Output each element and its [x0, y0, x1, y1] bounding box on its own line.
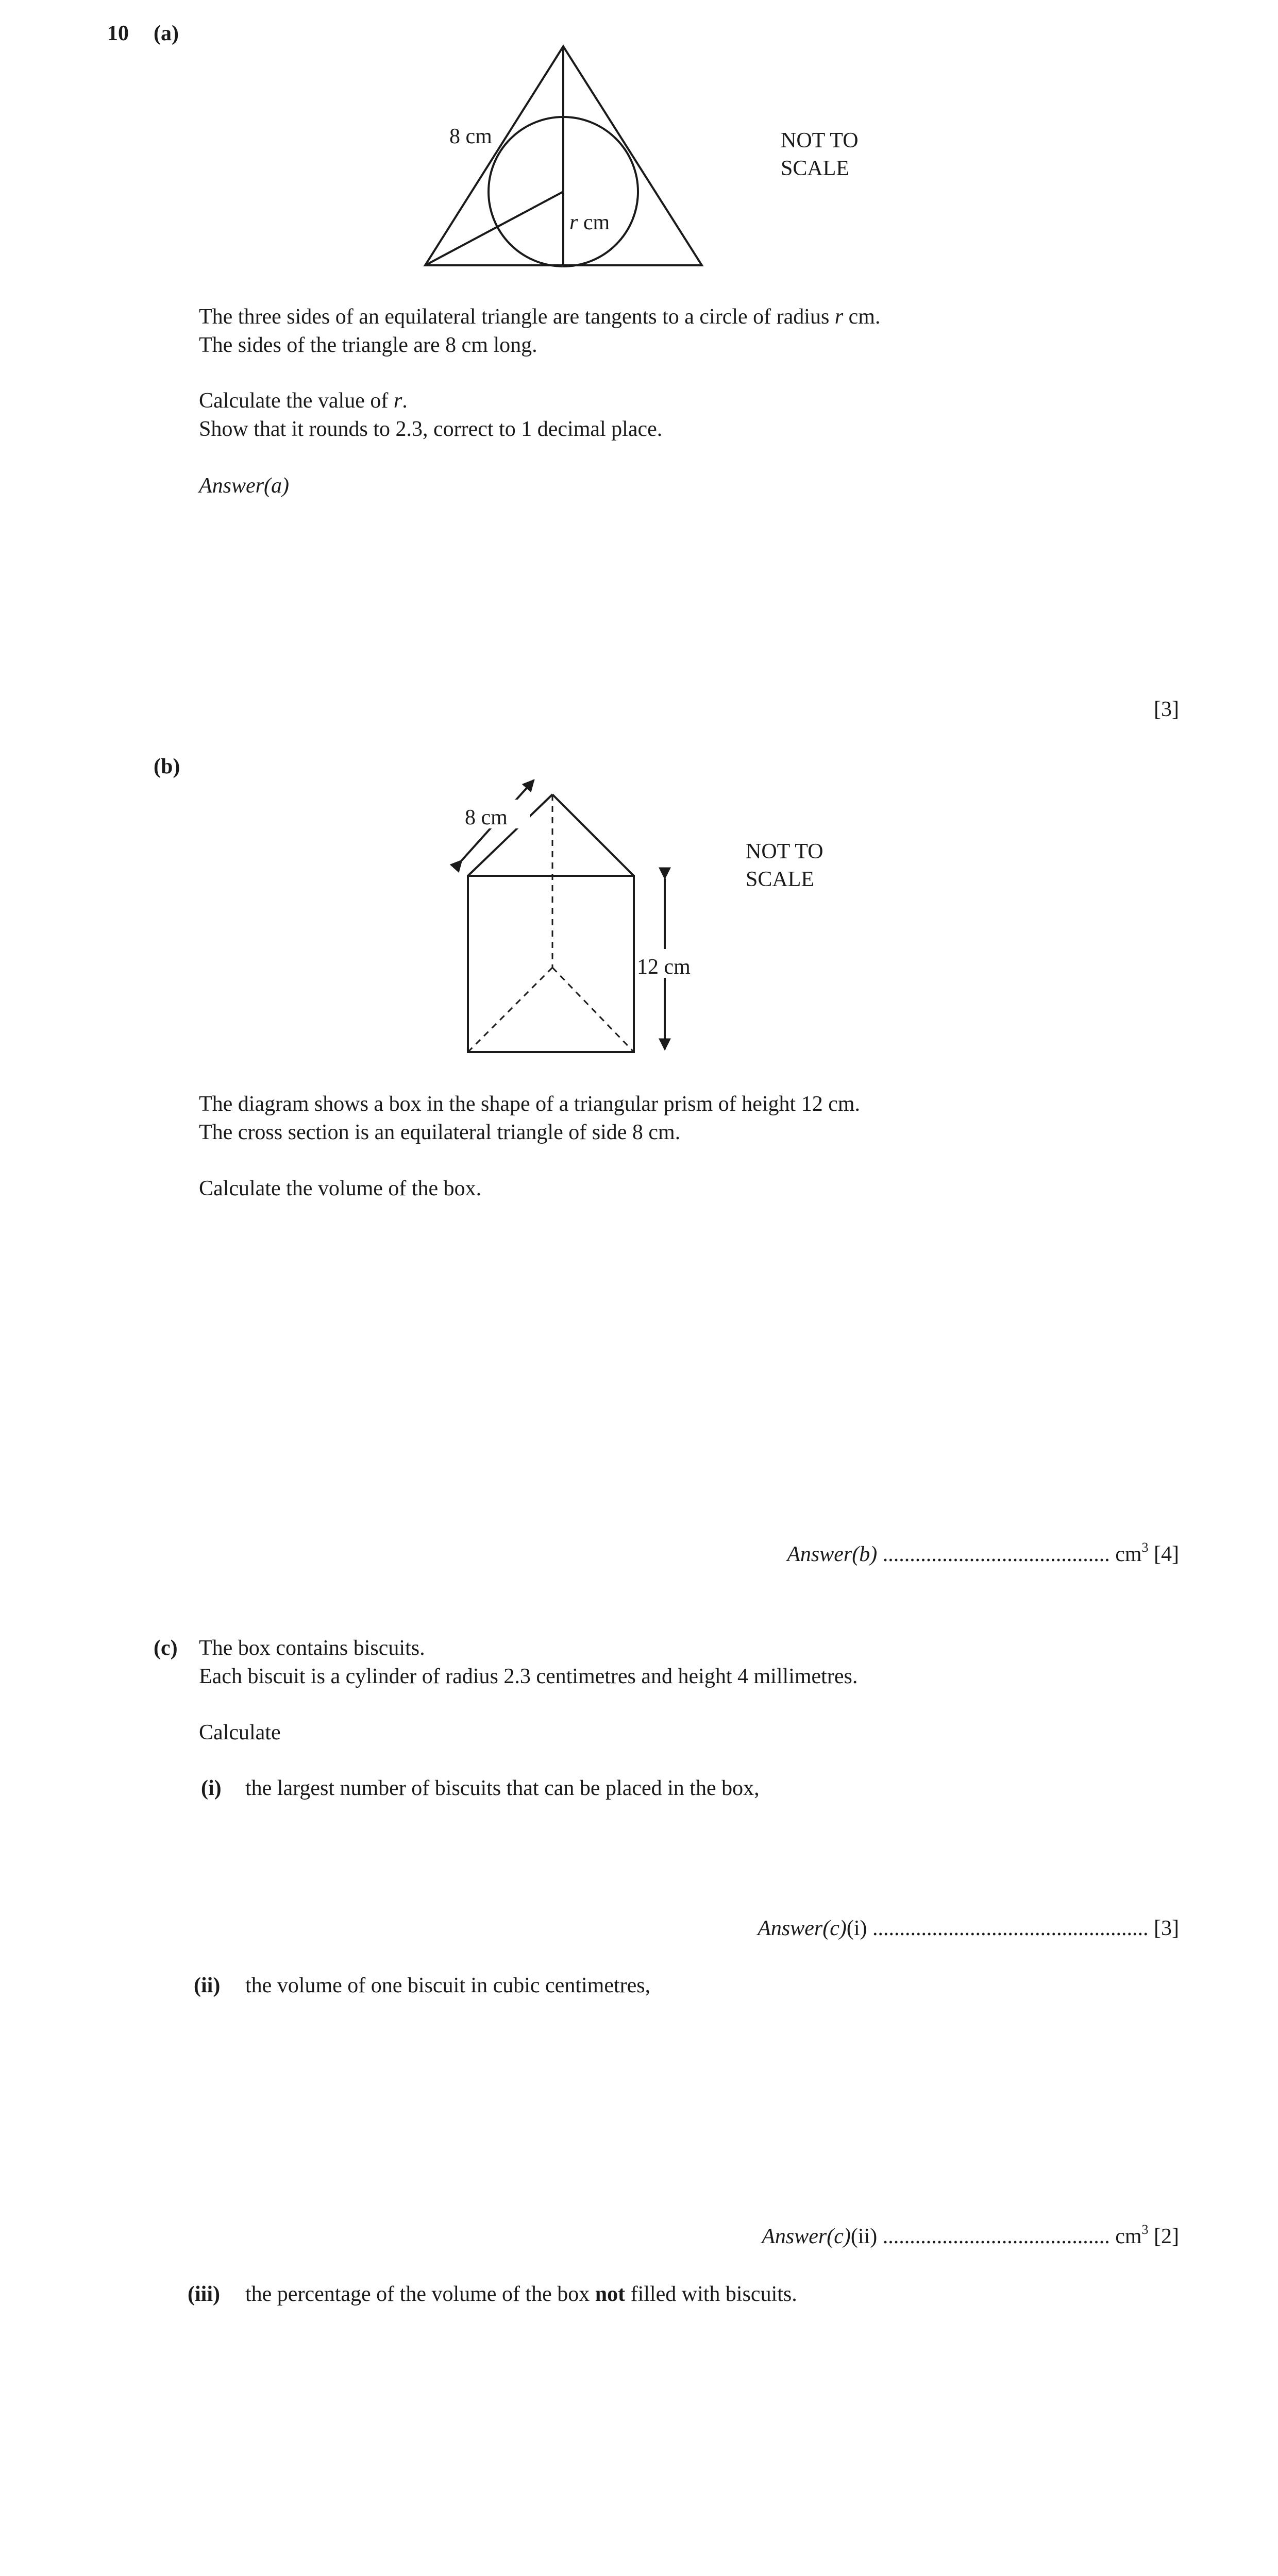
answer-b-dots: ..........................................: [882, 1543, 1110, 1566]
part-c-text-2: Each biscuit is a cylinder of radius 2.3 centimetres and height 4 millimetres.: [199, 1665, 858, 1688]
part-c-text-1: The box contains biscuits.: [199, 1636, 425, 1660]
part-b-answer-line: Answer(b) .......................................... $cm^3$ [4]: [787, 1540, 1179, 1566]
part-c-iii-label: (iii): [188, 2282, 220, 2306]
part-c-i-label: (i): [201, 1776, 222, 1800]
not-to-scale-a-line1: NOT TO: [781, 129, 859, 152]
part-b-text-2: The cross section is an equilateral triangle of side 8 cm.: [199, 1121, 681, 1144]
figure-triangular-prism: [443, 773, 732, 1061]
part-c-iii-text: the percentage of the volume of the box not filled with biscuits.: [245, 2282, 797, 2306]
part-c-label: (c): [154, 1636, 178, 1660]
part-a-text-1: The three sides of an equilateral triangle are tangents to a circle of radius r cm.: [199, 305, 881, 329]
part-c-text-3: Calculate: [199, 1721, 281, 1744]
part-a-text-4: Show that it rounds to 2.3, correct to 1 decimal place.: [199, 417, 663, 441]
hidden-edge-left: [468, 968, 552, 1052]
part-c-ii-answer-line: Answer(c)(ii) .......................................... $cm^3$ [2]: [762, 2222, 1179, 2248]
answer-c-ii-dots: ..........................................: [882, 2225, 1110, 2248]
part-a-text-2: The sides of the triangle are 8 cm long.: [199, 333, 537, 357]
part-b-text-1: The diagram shows a box in the shape of a triangular prism of height 12 cm.: [199, 1092, 861, 1116]
radius-label: r cm: [569, 211, 610, 234]
part-b-label: (b): [154, 755, 180, 778]
part-a-answer-label: Answer(a): [199, 474, 289, 498]
answer-c-i-dots: ...................................................: [872, 1917, 1149, 1940]
hidden-edge-right: [552, 968, 634, 1052]
not-to-scale-b-line1: NOT TO: [746, 840, 823, 863]
part-c-i-answer-line: Answer(c)(i) ................................................... [3]: [758, 1917, 1179, 1940]
part-a-marks: [3]: [1154, 698, 1179, 721]
part-b-text-3: Calculate the volume of the box.: [199, 1177, 482, 1200]
part-a-text-3: Calculate the value of r.: [199, 389, 408, 413]
figure-triangle-incircle: [402, 31, 732, 299]
not-to-scale-b-line2: SCALE: [746, 868, 815, 891]
corner-to-centre-line: [425, 192, 563, 265]
prism-height-label: 12 cm: [637, 955, 691, 979]
part-a-label: (a): [154, 22, 179, 45]
not-to-scale-a-line2: SCALE: [781, 157, 850, 180]
prism-side-label: 8 cm: [465, 806, 508, 829]
part-c-ii-text: the volume of one biscuit in cubic centimetres,: [245, 1974, 651, 1997]
side-length-label: 8 cm: [449, 125, 492, 148]
part-c-ii-label: (ii): [194, 1974, 221, 1997]
part-c-i-text: the largest number of biscuits that can be placed in the box,: [245, 1776, 760, 1800]
question-number: 10: [107, 22, 129, 45]
